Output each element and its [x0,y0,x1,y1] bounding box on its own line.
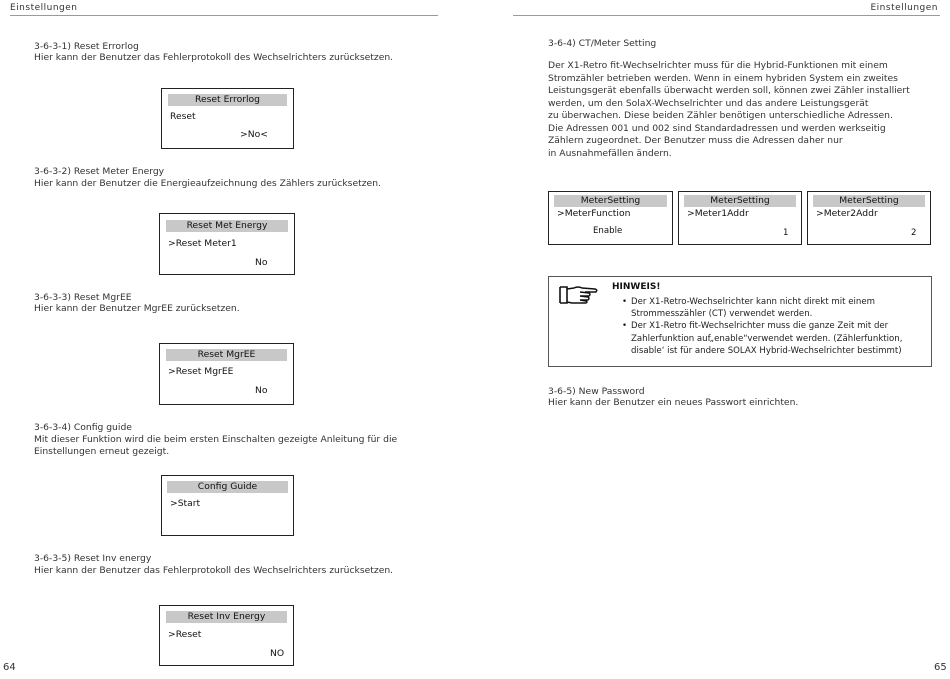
lcd-header: Reset MgrEE [166,349,287,361]
section-title: 3-6-3-1) Reset Errorlog [34,41,139,52]
lcd-value: No [255,385,268,396]
lcd-header: Config Guide [167,481,288,493]
section-text: Hier kann der Benutzer das Fehlerprotokoll des Wechselrichters zurücksetzen. [34,52,394,63]
left-header-title: Einstellungen [10,3,78,13]
lcd-line: Reset [170,111,196,122]
note-line: • Der X1-Retro-Wechselrichter kann nicht direkt mit einem [631,297,876,307]
section-title: 3-6-3-2) Reset Meter Energy [34,166,165,177]
lcd-header: MeterSetting [554,195,667,207]
lcd-line: >Meter2Addr [816,208,878,219]
text-line: Die Adressen 001 und 002 sind Standardadressen und werden werkseitig [548,122,886,134]
lcd-line: >Reset [168,629,202,640]
lcd-header: Reset Errorlog [168,94,287,106]
text-line: Zählern zugeordnet. Der Benutzer muss die Adressen daher nur [548,135,843,146]
note-bullet [631,296,903,320]
lcd-value: 2 [911,228,917,238]
note-line: Zahlerfunktion auf„enable“verwendet werden. (Zählerfunktion, [631,333,903,344]
lcd-value: >No< [240,129,268,140]
note-bullets [621,296,903,357]
left-header-rule [10,15,438,16]
section-title: 3-6-3-4) Config guide [34,422,132,433]
section-title: 3-6-5) New Password [548,386,645,397]
text-line: zu überwachen. Diese beiden Zähler benötigen unterschiedliche Adressen. [548,110,893,121]
text-line: Der X1-Retro fit-Wechselrichter muss für die Hybrid-Funktionen mit einem [548,60,888,71]
lcd-screen-reset-meter-energy [159,213,295,275]
lcd-line: >Meter1Addr [687,208,749,219]
note-bullet [631,320,903,357]
lcd-value: No [255,257,268,268]
lcd-line: >Start [170,498,201,509]
lcd-screen-meter1-addr [678,191,802,245]
lcd-header: Reset Met Energy [166,220,288,232]
page-number-left: 64 [3,662,16,673]
lcd-line: >Reset Meter1 [168,238,237,249]
lcd-screen-config-guide [161,475,294,536]
lcd-screen-reset-mgree [159,343,294,405]
section-title: 3-6-4) CT/Meter Setting [548,38,657,49]
section-text: Einstellungen erneut gezeigt. [34,446,170,457]
lcd-header: MeterSetting [684,195,796,207]
section-text: Hier kann der Benutzer MgrEE zurücksetzen. [34,303,240,314]
text-line: Leistungsgerät ebenfalls überwacht werden soll, können zwei Zähler installiert [548,85,910,96]
section-text: Hier kann der Benutzer das Fehlerprotokoll des Wechselrichters zurücksetzen. [34,565,394,576]
note-line: Strommesszähler (CT) verwendet werden. [631,309,813,320]
lcd-line: >Reset MgrEE [168,366,234,377]
lcd-screen-reset-inv-energy [159,605,294,666]
text-line: werden, um den SolaX-Wechselrichter und das andere Leistungsgerät [548,97,869,109]
note-line: • Der X1-Retro fit-Wechselrichter muss die ganze Zeit mit der [631,321,889,332]
page-number-right: 65 [934,662,947,673]
text-line: Stromzähler betrieben werden. Wenn in einem hybriden System ein zweites [548,72,898,84]
section-text: Hier kann der Benutzer die Energieaufzeichnung des Zählers zurücksetzen. [34,178,381,189]
right-header-rule [513,15,940,16]
lcd-value: NO [270,648,285,659]
note-line: disable‘ ist für andere SOLAX Hybrid-Wechselrichter bestimmt) [631,345,902,356]
note-box [548,276,932,367]
pointing-hand-icon [558,283,600,307]
lcd-value: Enable [593,226,623,236]
note-title: HINWEIS! [612,282,661,292]
lcd-screen-meter2-addr [807,191,931,245]
lcd-value: 1 [783,228,789,238]
section-text: Mit dieser Funktion wird die beim ersten Einschalten gezeigte Anleitung für die [34,434,398,445]
section-title: 3-6-3-3) Reset MgrEE [34,292,132,303]
section-text: Hier kann der Benutzer ein neues Passwort einrichten. [548,397,799,408]
lcd-line: >MeterFunction [557,208,631,219]
text-line: in Ausnahmefällen ändern. [548,147,672,159]
lcd-screen-reset-errorlog [161,88,294,149]
right-header-title: Einstellungen [870,3,938,13]
lcd-screen-meter-function [548,191,673,245]
section-title: 3-6-3-5) Reset Inv energy [34,553,152,564]
ct-section-text [548,60,910,160]
lcd-header: MeterSetting [813,195,925,207]
lcd-header: Reset Inv Energy [166,611,287,623]
